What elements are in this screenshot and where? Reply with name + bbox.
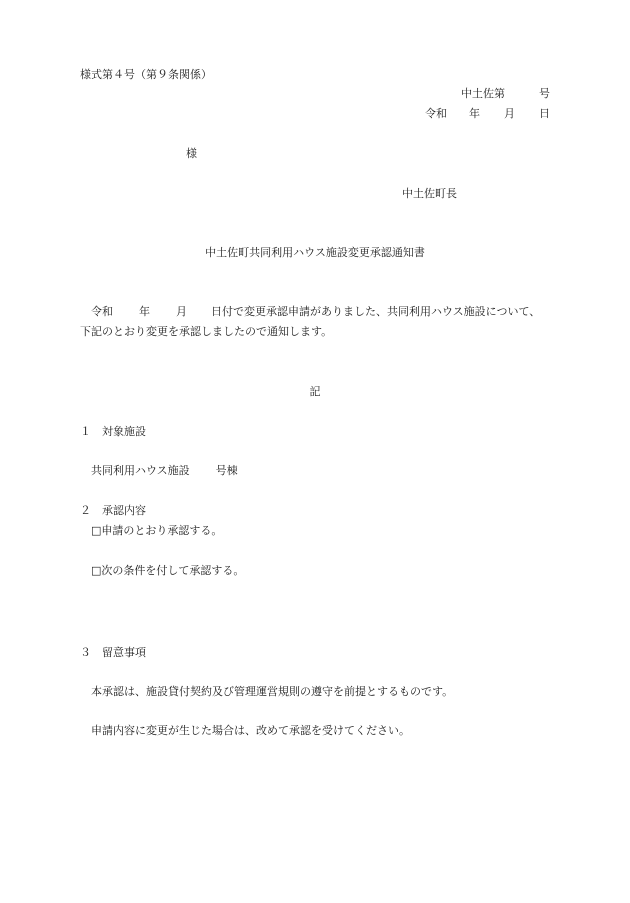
- section-3-heading: ３ 留意事項: [80, 646, 146, 659]
- body-year: 年: [139, 305, 150, 318]
- note-2: 申請内容に変更が生じた場合は、改めて承認を受けてください。: [91, 724, 410, 737]
- date-year: 年: [469, 107, 480, 120]
- section-2-heading: ２ 承認内容: [80, 504, 146, 517]
- issuer: 中土佐町長: [402, 187, 457, 200]
- building-suffix: 号棟: [215, 464, 238, 477]
- body-month: 月: [176, 305, 187, 318]
- approval-option-1: □申請のとおり承認する。: [91, 524, 223, 537]
- facility-text: 共同利用ハウス施設: [91, 464, 190, 477]
- ki-marker: 記: [309, 385, 321, 398]
- document-number-suffix: 号: [539, 87, 550, 100]
- addressee-suffix: 様: [186, 147, 197, 160]
- body-line-1: [91, 305, 540, 319]
- section-1-facility: [91, 464, 238, 478]
- date-day: 日: [539, 107, 550, 120]
- body-line-2: 下記のとおり変更を承認しましたので通知します。: [80, 325, 333, 338]
- body-rest: 日付で変更承認申請がありました、共同利用ハウス施設について、: [211, 305, 541, 318]
- note-1: 本承認は、施設貸付契約及び管理運営規則の遵守を前提とするものです。: [91, 685, 454, 698]
- document-number: [461, 87, 550, 101]
- document-title: 中土佐町共同利用ハウス施設変更承認通知書: [205, 246, 425, 259]
- date-era: 令和: [425, 107, 447, 120]
- approval-option-2: □次の条件を付して承認する。: [91, 564, 245, 577]
- date-month: 月: [504, 107, 515, 120]
- form-label: 様式第４号（第９条関係）: [80, 68, 212, 81]
- body-era: 令和: [91, 305, 113, 318]
- date-line: [425, 107, 550, 121]
- document-number-prefix: 中土佐第: [461, 87, 505, 100]
- section-1-heading: １ 対象施設: [80, 425, 146, 438]
